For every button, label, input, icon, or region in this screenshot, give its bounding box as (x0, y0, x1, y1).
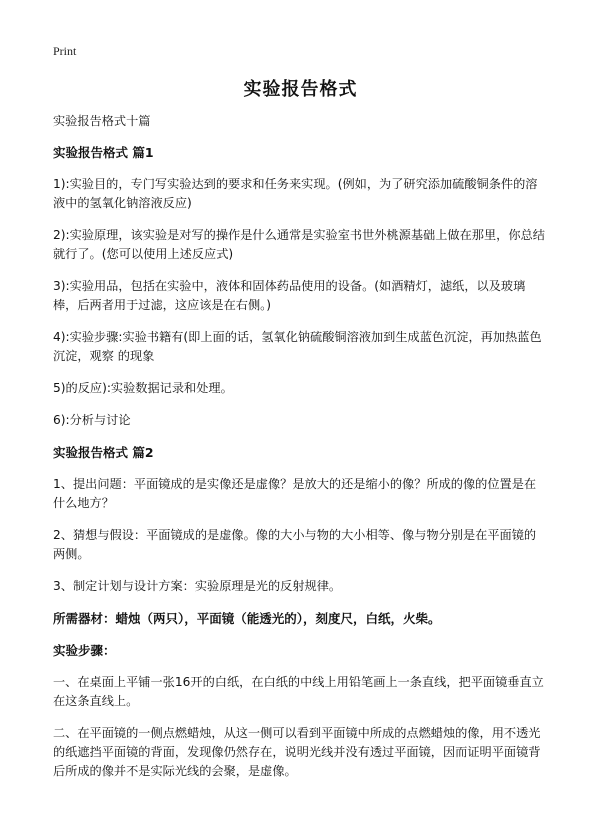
section1-paragraph-6: 6):分析与讨论 (53, 413, 131, 427)
subtitle: 实验报告格式十篇 (53, 114, 151, 128)
step-1: 一、在桌面上平铺一张16开的白纸，在白纸的中线上用铅笔画上一条直线，把平面镜垂直立在这条直线上。 (53, 675, 544, 708)
print-link[interactable]: Print (53, 44, 77, 58)
section2-paragraph-3: 3、制定计划与设计方案：实验原理是光的反射规律。 (53, 579, 342, 593)
steps-heading: 实验步骤： (53, 643, 116, 658)
section2-paragraph-1: 1、提出问题：平面镜成的是实像还是虚像？是放大的还是缩小的像？所成的像的位置是在什么地方？ (53, 477, 537, 510)
section1-paragraph-4: 4):实验步骤:实验书籍有(即上面的话，氢氧化钠硫酸铜溶液加到生成蓝色沉淀，再加热蓝色沉淀，观察 的现象 (53, 330, 542, 363)
page-title: 实验报告格式 (243, 79, 358, 100)
section-heading-2: 实验报告格式 篇2 (53, 445, 154, 460)
section-heading-1: 实验报告格式 篇1 (53, 145, 154, 160)
step-2: 二、在平面镜的一侧点燃蜡烛，从这一侧可以看到平面镜中所成的点燃蜡烛的像，用不透光的纸遮挡平面镜的背面，发现像仍然存在，说明光线并没有透过平面镜，因而证明平面镜背后所成的像并不是实际光线的会聚，是虚像。 (53, 726, 541, 778)
equipment-line: 所需器材：蜡烛（两只），平面镜（能透光的），刻度尺，白纸，火柴。 (53, 611, 441, 626)
section1-paragraph-1: 1):实验目的，专门写实验达到的要求和任务来实现。(例如，为了研究添加硫酸铜条件的溶液中的氢氧化钠溶液反应) (53, 177, 538, 210)
section1-paragraph-5: 5)的反应):实验数据记录和处理。 (53, 381, 233, 395)
section2-paragraph-2: 2、猜想与假设：平面镜成的是虚像。像的大小与物的大小相等、像与物分别是在平面镜的两侧。 (53, 528, 537, 561)
section1-paragraph-3: 3):实验用品，包括在实验中，液体和固体药品使用的设备。(如酒精灯，滤纸，以及玻璃棒，后两者用于过滤，这应该是在右侧。) (53, 279, 526, 312)
section1-paragraph-2: 2):实验原理，该实验是对写的操作是什么通常是实验室书世外桃源基础上做在那里，你总结就行了。(您可以使用上述反应式) (53, 228, 545, 261)
